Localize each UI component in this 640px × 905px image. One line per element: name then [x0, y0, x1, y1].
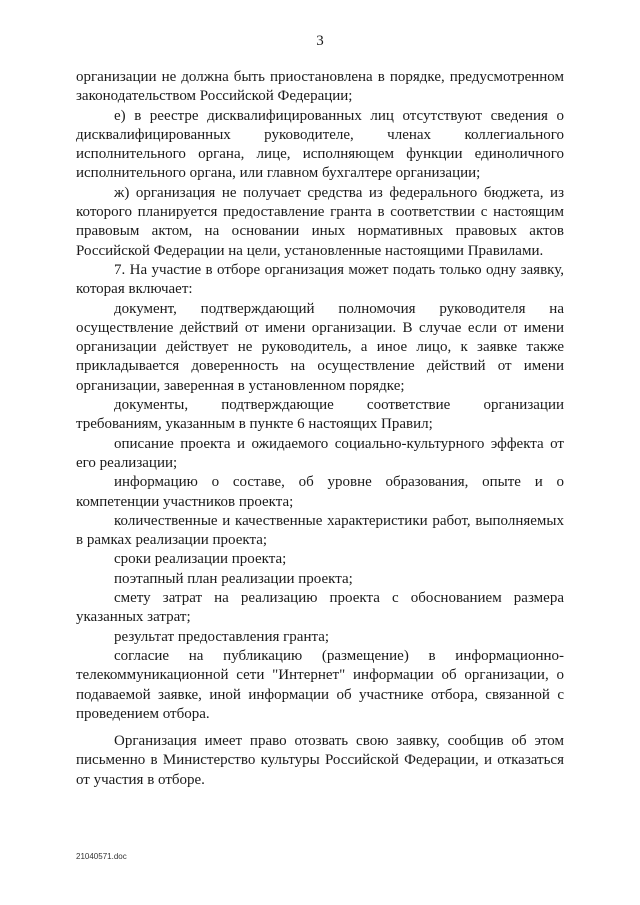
paragraph-item-zh: ж) организация не получает средства из федерального бюджета, из которого планируется предоставление гранта в соответствии с настоящим правовым актом, на основании иных нормативных правовых актов Российской Федерации на цели, установленные настоящими Правилами.	[76, 184, 564, 259]
list-item-compliance-documents: документы, подтверждающие соответствие организации требованиям, указанным в пункте 6 настоящих Правил;	[76, 397, 564, 433]
list-item-work-characteristics: количественные и качественные характеристики работ, выполняемых в рамках реализации проекта;	[76, 512, 564, 549]
paragraph-section-7: 7. На участие в отборе организация может подать только одну заявку, которая включает:	[76, 261, 564, 298]
list-item-grant-result: результат предоставления гранта;	[114, 628, 330, 645]
paragraph-withdrawal-right: Организация имеет право отозвать свою заявку, сообщив об этом письменно в Министерство культуры Российской Федерации, и отказаться от участия в отборе.	[76, 733, 564, 788]
paragraph-continuation: организации не должна быть приостановлена в порядке, предусмотренном законодательством Российской Федерации;	[76, 69, 564, 105]
list-item-project-description: описание проекта и ожидаемого социально-культурного эффекта от его реализации;	[76, 435, 564, 471]
list-item-cost-estimate: смету затрат на реализацию проекта с обоснованием размера указанных затрат;	[76, 590, 564, 626]
list-item-publication-consent: согласие на публикацию (размещение) в информационно-телекоммуникационной сети "Интернет" информации об организации, о подаваемой заявке, иной информации об участнике отбора, связанной с проведением отбора.	[76, 647, 564, 722]
list-item-stage-plan: поэтапный план реализации проекта;	[114, 570, 353, 587]
list-item-timeline: сроки реализации проекта;	[114, 551, 287, 568]
document-body	[76, 68, 564, 790]
document-code: 21040571.doc	[76, 852, 127, 861]
paragraph-item-e: е) в реестре дисквалифицированных лиц отсутствуют сведения о дисквалифицированных руководителе, членах коллегиального исполнительного органа, лице, исполняющем функции единоличного исполнительного органа, или главном бухгалтере организации;	[76, 107, 564, 182]
list-item-authority-document: документ, подтверждающий полномочия руководителя на осуществление действий от имени организации. В случае если от имени организации действует не руководитель, а иное лицо, к заявке также прикладывается доверенность на осуществление действий от имени организации, заверенная в установленном порядке;	[76, 300, 564, 394]
list-item-team-info: информацию о составе, об уровне образования, опыте и о компетенции участников проекта;	[76, 474, 564, 510]
page-number: 3	[316, 33, 324, 49]
